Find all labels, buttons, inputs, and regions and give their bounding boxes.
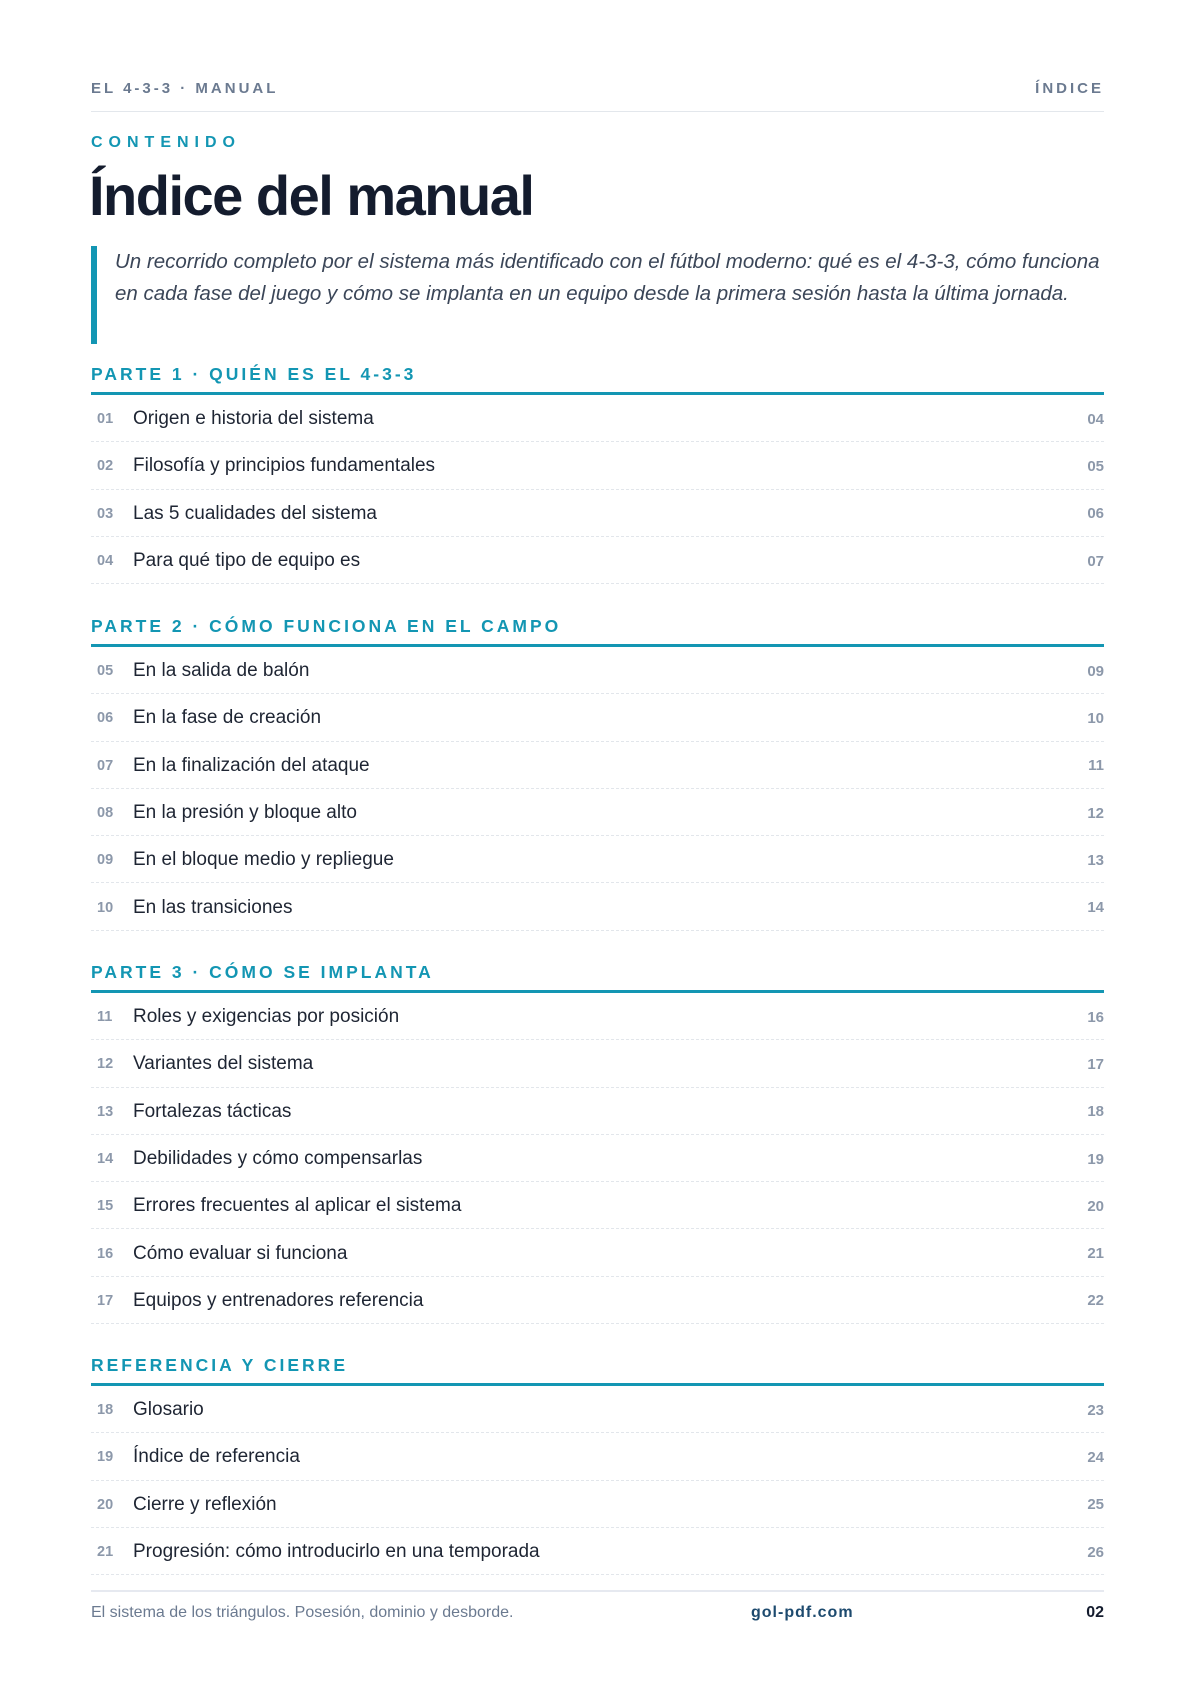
entry-page: 13 (1087, 851, 1104, 869)
section-title: PARTE 3 · CÓMO SE IMPLANTA (91, 962, 434, 982)
toc-entry[interactable] (91, 1088, 1104, 1135)
entry-number: 02 (97, 458, 114, 475)
page-footer (91, 1602, 1104, 1626)
entry-label: Filosofía y principios fundamentales (133, 455, 436, 477)
entry-page: 07 (1087, 552, 1104, 570)
toc-entry[interactable] (91, 789, 1104, 836)
entry-number: 15 (97, 1198, 114, 1215)
entry-label: En las transiciones (133, 896, 293, 918)
toc-entry-list (91, 647, 1104, 931)
entry-label: En la presión y bloque alto (133, 802, 357, 824)
toc-entry[interactable] (91, 537, 1104, 584)
toc-section-reference (91, 1336, 1104, 1575)
entry-number: 20 (97, 1496, 114, 1513)
entry-label: Variantes del sistema (133, 1053, 314, 1075)
entry-number: 10 (97, 899, 114, 916)
section-header (91, 345, 1104, 395)
entry-number: 06 (97, 710, 114, 727)
entry-page: 23 (1087, 1401, 1104, 1419)
entry-label: Cierre y reflexión (133, 1493, 277, 1515)
page-title: Índice del manual (89, 164, 534, 227)
entry-page: 11 (1088, 757, 1104, 775)
entry-page: 12 (1087, 804, 1104, 822)
entry-number: 05 (97, 663, 114, 680)
entry-page: 24 (1087, 1448, 1104, 1466)
toc-entry[interactable] (91, 836, 1104, 883)
toc-entry[interactable] (91, 1040, 1104, 1087)
running-header-title: EL 4-3-3 · MANUAL (91, 80, 279, 97)
entry-number: 04 (97, 553, 114, 570)
entry-label: Progresión: cómo introducirlo en una temporada (133, 1541, 540, 1563)
entry-number: 01 (97, 411, 114, 428)
entry-page: 16 (1087, 1008, 1104, 1026)
toc-entry[interactable] (91, 1229, 1104, 1276)
entry-number: 16 (97, 1245, 114, 1262)
toc-entry[interactable] (91, 395, 1104, 442)
entry-page: 06 (1087, 505, 1104, 523)
entry-page: 20 (1087, 1197, 1104, 1215)
entry-number: 09 (97, 852, 114, 869)
entry-page: 10 (1087, 709, 1104, 727)
toc-entry[interactable] (91, 1528, 1104, 1575)
toc-entry[interactable] (91, 1277, 1104, 1324)
entry-label: Fortalezas tácticas (133, 1100, 292, 1122)
entry-label: En la salida de balón (133, 660, 310, 682)
entry-number: 19 (97, 1449, 114, 1466)
section-title: PARTE 2 · CÓMO FUNCIONA EN EL CAMPO (91, 616, 562, 636)
entry-number: 17 (97, 1292, 114, 1309)
entry-label: Equipos y entrenadores referencia (133, 1289, 424, 1311)
entry-page: 26 (1087, 1543, 1104, 1561)
intro-text: Un recorrido completo por el sistema más identificado con el fútbol moderno: qué es el 4-3-3, cómo funciona en cada fase del juego y cómo se implanta en un equipo desde la primera sesión hasta la última jornada. (115, 250, 1100, 305)
entry-label: Glosario (133, 1399, 204, 1421)
entry-page: 18 (1087, 1103, 1104, 1121)
toc-entry[interactable] (91, 694, 1104, 741)
running-header-section: ÍNDICE (1035, 80, 1104, 97)
entry-number: 11 (97, 1009, 113, 1026)
intro-quote (91, 246, 1104, 344)
section-title: PARTE 1 · QUIÉN ES EL 4-3-3 (91, 364, 417, 384)
toc-entry[interactable] (91, 442, 1104, 489)
toc-entry-list (91, 395, 1104, 584)
section-title: REFERENCIA Y CIERRE (91, 1355, 348, 1375)
toc-entry[interactable] (91, 1182, 1104, 1229)
running-header (91, 80, 1104, 97)
entry-page: 25 (1087, 1496, 1104, 1514)
entry-number: 13 (97, 1103, 114, 1120)
entry-page: 19 (1087, 1150, 1104, 1168)
entry-page: 04 (1087, 410, 1104, 428)
entry-number: 08 (97, 805, 114, 822)
toc-entry-list (91, 1386, 1104, 1575)
section-header (91, 1336, 1104, 1386)
entry-page: 21 (1087, 1245, 1104, 1263)
entry-label: Para qué tipo de equipo es (133, 550, 361, 572)
section-header (91, 943, 1104, 993)
entry-page: 05 (1087, 457, 1104, 475)
entry-number: 03 (97, 505, 114, 522)
entry-label: Errores frecuentes al aplicar el sistema (133, 1195, 462, 1217)
entry-page: 14 (1087, 899, 1104, 917)
entry-number: 12 (97, 1056, 114, 1073)
entry-label: En el bloque medio y repliegue (133, 849, 394, 871)
section-header (91, 597, 1104, 647)
toc-entry[interactable] (91, 490, 1104, 537)
toc-section-part-1 (91, 345, 1104, 584)
toc-entry[interactable] (91, 883, 1104, 930)
toc-section-part-2 (91, 597, 1104, 931)
entry-label: Las 5 cualidades del sistema (133, 502, 377, 524)
entry-label: Índice de referencia (133, 1446, 300, 1468)
entry-page: 17 (1087, 1055, 1104, 1073)
entry-number: 14 (97, 1151, 114, 1168)
entry-number: 07 (97, 757, 114, 774)
toc-entry-list (91, 993, 1104, 1324)
footer-site-link[interactable]: gol-pdf.com (751, 1604, 854, 1621)
toc-section-part-3 (91, 943, 1104, 1324)
toc-entry[interactable] (91, 742, 1104, 789)
footer-tagline: El sistema de los triángulos. Posesión, dominio y desborde. (91, 1604, 514, 1621)
entry-label: En la fase de creación (133, 707, 322, 729)
eyebrow-label: CONTENIDO (91, 134, 241, 151)
page-number: 02 (1086, 1604, 1104, 1621)
entry-label: Origen e historia del sistema (133, 408, 374, 430)
entry-label: Roles y exigencias por posición (133, 1006, 400, 1028)
entry-number: 18 (97, 1402, 114, 1419)
footer-divider (91, 1590, 1104, 1592)
header-divider (91, 111, 1104, 112)
toc-entry[interactable] (91, 993, 1104, 1040)
manual-page (91, 0, 1104, 1683)
toc-entry[interactable] (91, 1481, 1104, 1528)
entry-label: En la finalización del ataque (133, 754, 370, 776)
toc-entry[interactable] (91, 1135, 1104, 1182)
entry-page: 09 (1087, 662, 1104, 680)
entry-label: Debilidades y cómo compensarlas (133, 1148, 423, 1170)
toc-entry[interactable] (91, 1386, 1104, 1433)
entry-page: 22 (1087, 1292, 1104, 1310)
entry-number: 21 (97, 1544, 114, 1561)
entry-label: Cómo evaluar si funciona (133, 1242, 348, 1264)
toc-entry[interactable] (91, 1433, 1104, 1480)
toc-entry[interactable] (91, 647, 1104, 694)
